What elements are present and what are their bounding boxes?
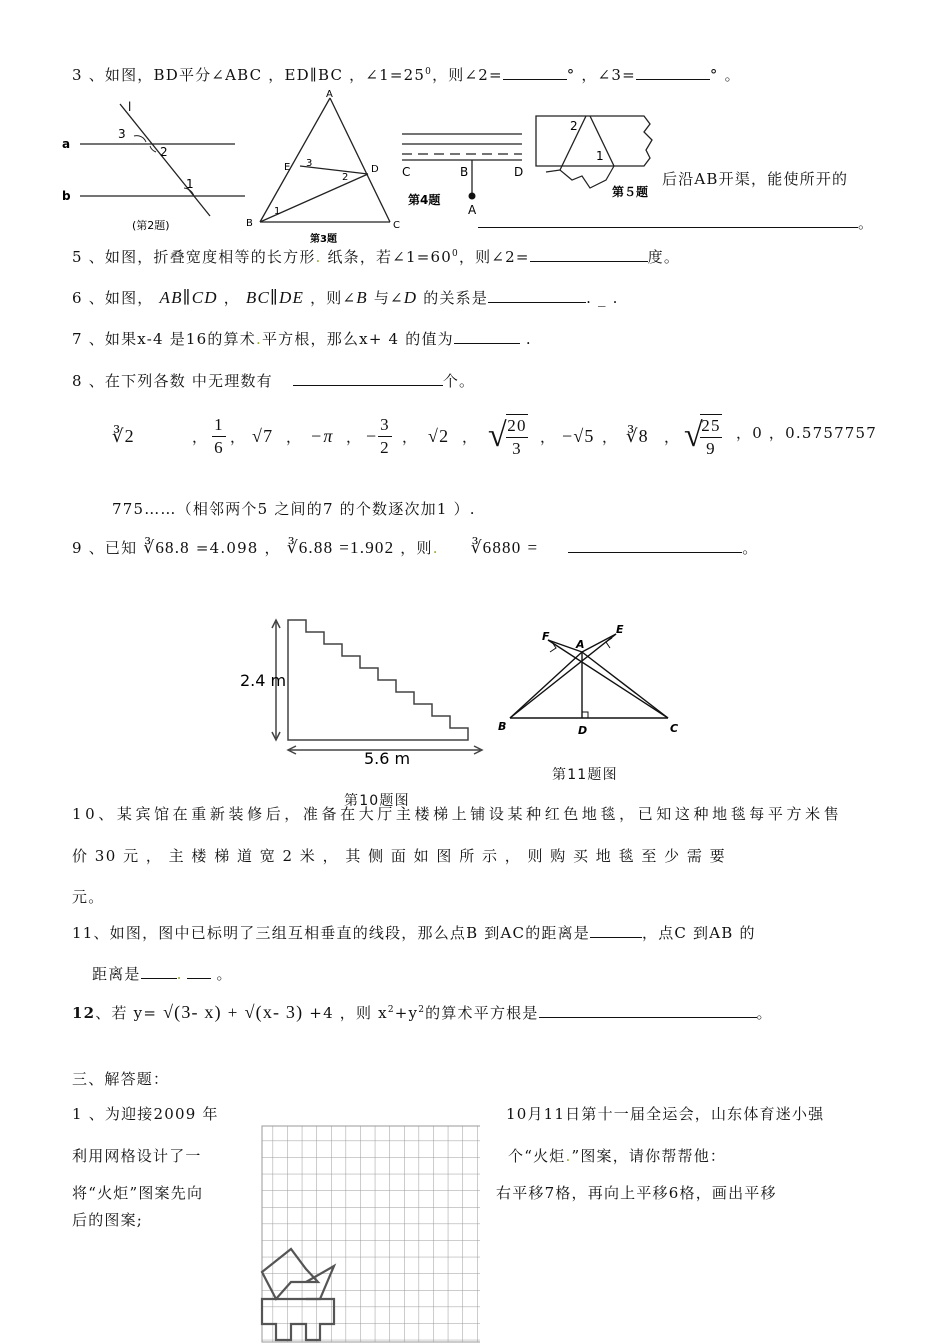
q12-sup1: 2 (387, 1005, 395, 1015)
q5-text: 5 、如图，折叠宽度相等的长方形 (72, 248, 316, 266)
fig3-label-B: B (246, 218, 253, 229)
q6-math-d: D (403, 288, 418, 307)
fig3-label-1: 1 (274, 206, 281, 217)
q12-text: 、若 y= (95, 1004, 158, 1022)
s1-line4: 后的图案; (72, 1211, 144, 1229)
q5-text2: 纸条，若∠1=60 (327, 248, 453, 266)
figure-4 (398, 126, 528, 218)
q8-item-neg-pi: −π (310, 426, 334, 446)
q8-item-sqrt7: √7 (252, 426, 274, 446)
q11-end: 。 (216, 965, 233, 983)
fig3-label-A: A (326, 89, 333, 100)
q8-item-sqrt-20-3-radical: √ (488, 417, 508, 454)
fig3-label-C: C (393, 220, 400, 231)
q12-plus: + (227, 1003, 239, 1022)
q3-sup: 0 (425, 67, 433, 77)
figure-3 (242, 88, 402, 244)
q3-blank-angle2[interactable] (503, 79, 567, 80)
s1-line1a: 1 、为迎接2009 年 (72, 1105, 219, 1123)
q11-text: 11、如图，图中已标明了三组互相垂直的线段，那么点B 到AC的距离是 (72, 924, 590, 942)
q12-plus4: +4 ，则 x (309, 1004, 388, 1022)
fig11-label-A: A (576, 638, 585, 651)
q3-line (72, 64, 741, 85)
fig10-width-label: 5.6 m (364, 749, 411, 768)
fig4-label-C: C (402, 165, 411, 179)
fig11-label-C: C (670, 722, 679, 735)
fig3-label-3: 3 (306, 158, 313, 169)
q10-line3: 元。 (72, 888, 105, 906)
fig4-label-A: A (468, 203, 477, 217)
fig5-label-2: 2 (570, 119, 578, 133)
q8-sep-last: ，0 ，0.5757757 (736, 424, 878, 442)
q8-item-decimal: 0.5757757 (785, 424, 878, 442)
fig10-height-label: 2.4 m (240, 671, 287, 690)
q3-text-unit2: ° 。 (709, 66, 741, 84)
q6-math-bc-de: BC∥DE (245, 288, 305, 307)
q9-eq: = (527, 538, 539, 557)
s1-line3b: 右平移7格，再向上平移6格，画出平移 (496, 1184, 777, 1202)
q9-line (72, 537, 758, 558)
q11-text2: 距离是 (92, 965, 141, 983)
fig11-label-B: B (498, 720, 507, 733)
fig11-caption: 第11题图 (552, 767, 618, 783)
q12-text3: 的算术平方根是 (425, 1004, 539, 1022)
q6-with: 与∠ (367, 289, 404, 307)
q4-text-tail: 后沿AB开渠，能使所开的 (662, 170, 849, 188)
q6-math-ab-cd: AB∥CD (159, 288, 218, 307)
q6-math-b: B (356, 288, 368, 307)
q6-end: . _ . (586, 289, 619, 307)
q11-text-mid: ，点C 到AB 的 (642, 924, 756, 942)
q8-item-frac-3-2: 3 2 (378, 414, 392, 459)
fig3-label-2: 2 (342, 172, 349, 183)
q10-line1: 10、某宾馆在重新装修后，准备在大厅主楼梯上铺设某种红色地毯，已知这种地毯每平方米售 (72, 805, 843, 823)
q3-text-unit1: ° ，∠3= (566, 66, 636, 84)
q5-sup: 0 (452, 249, 459, 259)
q4-line2 (478, 212, 874, 233)
fig3-label-E: E (284, 162, 291, 173)
s1-line2b-wrap (508, 1145, 726, 1166)
fig2-label-3: 3 (118, 127, 126, 141)
fig2-label-b: b (62, 189, 71, 203)
fig4-label-D: D (514, 165, 524, 179)
q5-blank[interactable] (530, 261, 648, 262)
q6-sep: ， (223, 289, 240, 307)
q5-line (72, 246, 680, 267)
s1-line2a: 利用网格设计了一 (72, 1147, 202, 1165)
section-3-title: 三、解答题： (72, 1070, 170, 1088)
s1-line3a: 将“火炬”图案先向 (72, 1184, 204, 1202)
q11-line1 (72, 922, 756, 943)
figure-5 (532, 110, 664, 202)
q3-blank-angle3[interactable] (636, 79, 710, 80)
fig2-label-1: 1 (186, 177, 194, 191)
fig11-label-F: F (542, 630, 550, 643)
q11-blank2[interactable] (141, 978, 177, 979)
fig2-caption: (第2题) (132, 219, 170, 232)
q6-blank[interactable] (488, 302, 586, 303)
q8-text: 8 、在下列各数 中无理数有 (72, 372, 273, 390)
q8-blank[interactable] (293, 385, 443, 386)
q3-text: 3 、如图，BD平分∠ABC ，ED∥BC ，∠1=25 (72, 66, 426, 84)
figure-11-triangle (492, 620, 692, 746)
q8-item-frac-1-6: 1 6 (212, 414, 226, 459)
q7-line (72, 328, 532, 349)
q11-line2 (92, 963, 233, 984)
q8-item-cbrt2: ∛2 (112, 426, 135, 446)
fig11-label-E: E (616, 623, 624, 636)
fig5-caption: 第５题 (612, 185, 649, 199)
q8-line (72, 370, 475, 391)
q6-line (72, 287, 619, 308)
q8-end: 个。 (442, 372, 476, 390)
s1-line2c: ”图案，请你帮帮他： (571, 1147, 727, 1165)
q9-blank[interactable] (568, 552, 742, 553)
q8-item-zero: 0 (752, 424, 763, 442)
q6-text3: 的关系是 (423, 289, 489, 307)
q8-item-frac-20-3: 20 3 (507, 416, 527, 458)
q12-text2: +y (394, 1004, 419, 1022)
s1-line1b: 10月11日第十一届全运会，山东体育迷小强 (506, 1105, 825, 1123)
q12-end: 。 (756, 1004, 773, 1022)
q12-line (72, 1002, 773, 1023)
q8-item-neg-3-2: − (366, 426, 378, 446)
fig2-label-a: a (62, 137, 71, 151)
q8-continuation: 775……（相邻两个5 之间的7 的个数逐次加1 ）. (112, 500, 476, 518)
fig3-caption: 第3题 (310, 234, 337, 244)
q9-end: 。 (742, 539, 759, 557)
q8-item-neg-sqrt5: −√5 (562, 426, 595, 446)
q3-text-mid: ，则∠2= (432, 66, 503, 84)
q9-dot: . (432, 539, 439, 557)
q5-dot: . (315, 248, 322, 266)
q7-text: 7 、如果x-4 是16的算术 (72, 330, 256, 348)
q7-text2: 平方根，那么x+ 4 的值为 (261, 330, 454, 348)
q12-root1: √(3- x) (163, 1002, 222, 1022)
q11-blank1[interactable] (590, 937, 642, 938)
q6-text: 6 、如图， (72, 289, 154, 307)
fig11-label-D: D (578, 724, 588, 737)
q9-root2: ∛6.88 (286, 538, 334, 557)
q8-item-sqrt-25-9-radical: √ (684, 417, 704, 454)
q5-end: 度。 (647, 248, 681, 266)
q8-item-sqrt2: √2 (428, 426, 450, 446)
q12-sup2: 2 (418, 1005, 426, 1015)
q7-dot: . (255, 330, 262, 348)
q6-text2: ，则∠ (310, 289, 357, 307)
figure-2 (60, 96, 250, 236)
q9-value1: =4.098 ， (195, 539, 281, 557)
q8-item-cbrt8: ∛8 (626, 426, 649, 446)
fig2-label-l: l (128, 100, 132, 114)
q9-then: ，则 (400, 539, 433, 557)
q9-text: 9 、已知 (72, 539, 138, 557)
q12-root2: √(x- 3) (244, 1002, 304, 1022)
s1-line2b: 个“火炬 (508, 1147, 566, 1165)
q9-value2: =1.902 (339, 538, 395, 557)
q8-item-frac-25-9: 25 9 (701, 416, 721, 458)
q9-root1: ∛68.8 (143, 538, 190, 557)
fig2-label-2: 2 (160, 145, 168, 159)
q12-num: 12 (72, 1004, 96, 1022)
torch-grid (258, 1124, 480, 1344)
s1-line2-dot: . (565, 1147, 572, 1165)
q11-blank2b[interactable] (187, 978, 211, 979)
q7-blank[interactable] (454, 343, 520, 344)
q5-text3: ，则∠2= (458, 248, 530, 266)
q4-end: 。 (858, 214, 875, 232)
figure-10-staircase (236, 614, 492, 774)
q10-line2: 价 30 元 ， 主 楼 梯 道 宽 2 米 ， 其 侧 面 如 图 所 示 ， 则 购 买 地 毯 至 少 需 要 (72, 847, 727, 865)
fig4-caption: 第4题 (408, 193, 441, 207)
fig3-label-D: D (371, 164, 379, 175)
q7-end: . (525, 330, 532, 348)
fig4-label-B: B (460, 165, 469, 179)
q9-root3: ∛6880 (470, 538, 522, 557)
q11-dot: . (176, 965, 183, 983)
q12-blank[interactable] (539, 1017, 757, 1018)
fig5-label-1: 1 (596, 149, 604, 163)
q4-blank[interactable] (478, 227, 858, 228)
fig10-caption: 第10题图 (344, 793, 410, 809)
